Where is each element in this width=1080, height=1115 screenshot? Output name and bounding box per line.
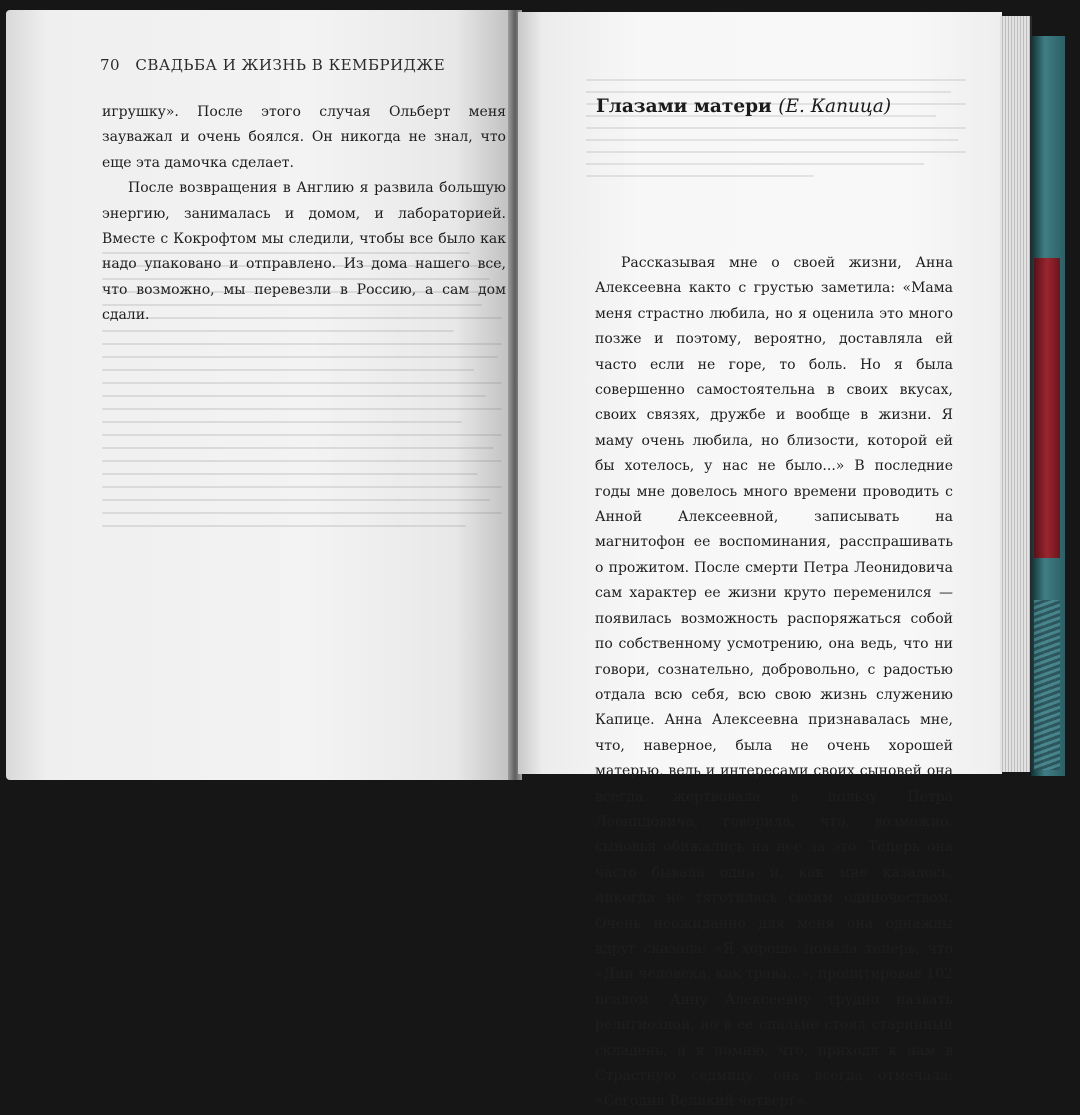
right-page — [518, 12, 1002, 1110]
left-page — [6, 10, 516, 780]
chapter-title — [596, 96, 926, 117]
running-head — [100, 56, 445, 74]
running-head-title: СВАДЬБА И ЖИЗНЬ В КЕМБРИДЖЕ — [135, 56, 446, 74]
page-number: 70 — [100, 56, 121, 74]
paragraph: После возвращения в Англию я развила большую энергию, занималась и домом, и лабораторией. Вместе с Кокрофтом мы следили, чтобы все было как надо упаковано и отправлено. Из дома нашего все, что возможно, мы перевезли в Россию, а сам дом сдали. — [102, 180, 506, 324]
right-body-text — [595, 251, 953, 1115]
paragraph: игрушку». После этого случая Ольберт меня зауважал и очень боялся. Он никогда не знал, что еще эта дамочка сделает. — [102, 104, 506, 171]
cover-pattern — [1034, 600, 1060, 770]
left-body-text — [102, 100, 506, 329]
chapter-title-text: Глазами матери — [596, 96, 772, 117]
paragraph: Рассказывая мне о своей жизни, Анна Алексеевна както с грустью заметила: «Мама меня страстно любила, но я оценила это много позже и поэтому, вероятно, доставляла ей часто если не горе, то боль. Но я была совершенно самостоятельна в своих вкусах, своих связях, дружбе и вообще в жизни. Я маму очень любила, но близости, которой ей бы хотелось, у нас не было...» В последние годы мне довелось много времени проводить с Анной Алексеевной, записывать на магнитофон ее воспоминания, расспрашивать о прожитом. После смерти Петра Леонидовича сам характер ее жизни круто переменился — появилась возможность распоряжаться собой по собственному усмотрению, она ведь, что ни говори, сознательно, добровольно, с радостью отдала всю себя, всю свою жизнь служению Капице. Анна Алексеевна признавалась мне, что, наверное, была не очень хорошей матерью, ведь и интересами своих сыновей она всегда жертвовала в пользу Петра Леонидовича, говорила, что, возможно, сыновья обижались на нее за это. Теперь она часто бывала одна и, как мне казалось, никогда не тяготилась своим одиночеством. Очень неожиданно для меня она однажды вдруг сказала: «Я хорошо поняла теперь, что «Дни человека, как трава...», процитировав 102 псалом. Анну Алексеевну трудно назвать религиозной, но в ее спальне стоял старинный складень, и я помню, что, приходя к нам в Страстную седмицу, она всегда отмечала: «Сегодня Великий четверг». — [595, 255, 953, 1110]
page-stack-edge — [1000, 16, 1032, 772]
cover-red-band — [1034, 258, 1060, 558]
chapter-author: (Е. Капица) — [778, 96, 892, 117]
